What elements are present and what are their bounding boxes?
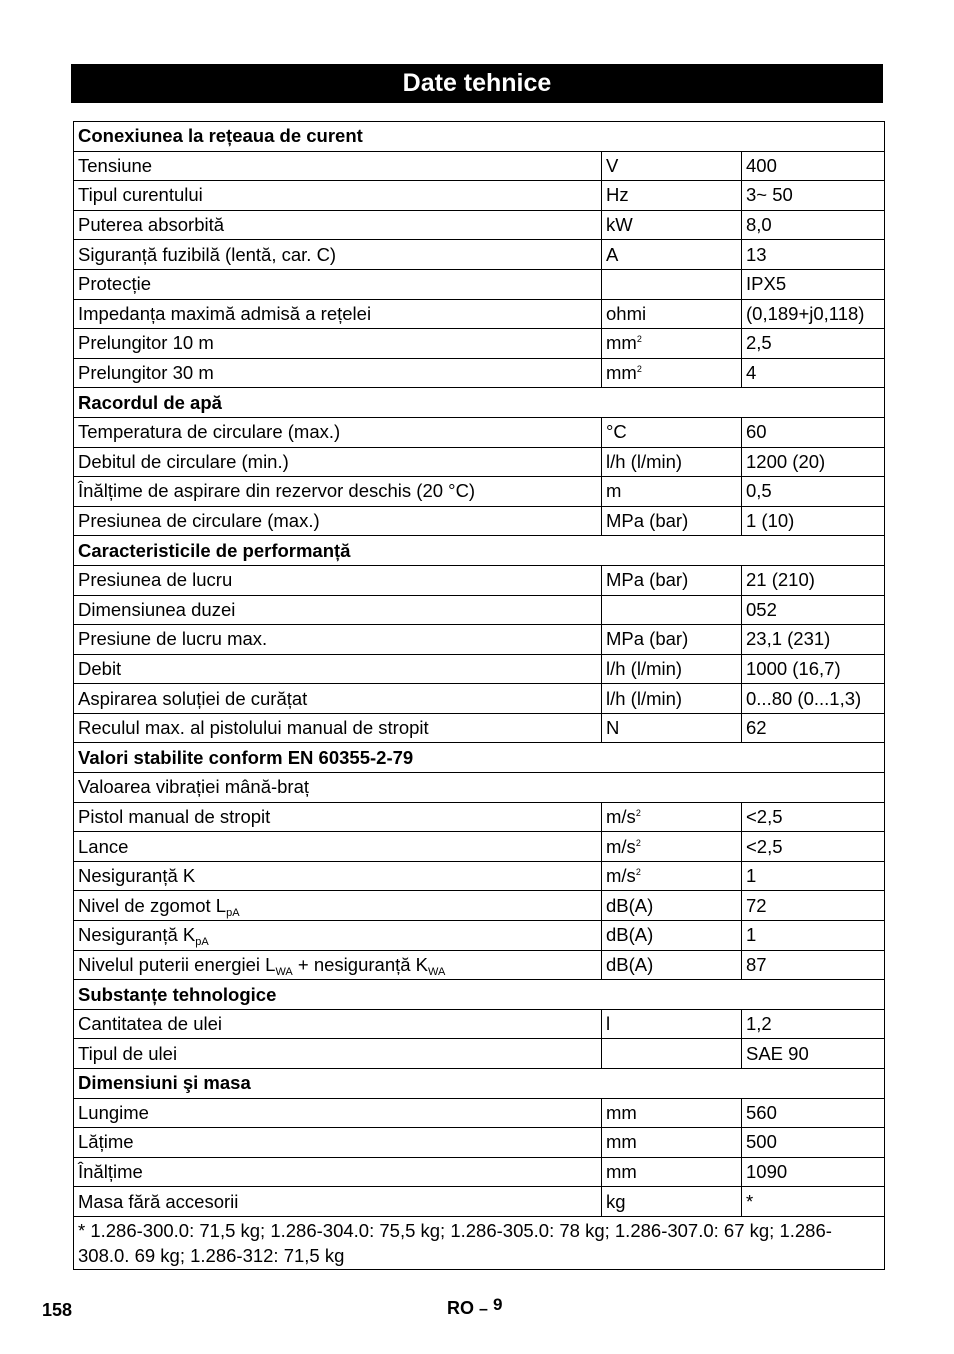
unit-cell — [602, 595, 742, 625]
value-cell: (0,189+j0,118) — [742, 299, 885, 329]
table-row — [74, 921, 885, 951]
unit-superscript: 2 — [636, 334, 642, 345]
value-cell: 1,2 — [742, 1009, 885, 1039]
label-text: Nivelul puterii energiei L — [78, 953, 276, 975]
unit-cell — [602, 713, 742, 743]
label-text: Nesiguranță K — [78, 865, 196, 887]
section-title: Dimensiuni şi masa — [74, 1069, 885, 1099]
value-cell: 560 — [742, 1098, 885, 1128]
section-title: Conexiunea la rețeaua de curent — [74, 122, 885, 152]
parameter-label — [74, 654, 602, 684]
page-language-marker — [447, 1295, 503, 1319]
label-text: Reculul max. al pistolului manual de stropit — [78, 717, 429, 739]
table-row — [74, 861, 885, 891]
unit-cell — [602, 1009, 742, 1039]
table-row — [74, 299, 885, 329]
parameter-label — [74, 1039, 602, 1069]
unit-cell — [602, 861, 742, 891]
value-cell: 4 — [742, 358, 885, 388]
unit-superscript: 2 — [635, 867, 641, 878]
unit-cell — [602, 329, 742, 359]
section-header-row — [74, 388, 885, 418]
unit-cell — [602, 921, 742, 951]
value-cell: IPX5 — [742, 269, 885, 299]
table-row — [74, 802, 885, 832]
technical-data-table — [73, 121, 885, 1270]
unit-cell — [602, 1157, 742, 1187]
unit-cell — [602, 565, 742, 595]
value-cell: 1 — [742, 861, 885, 891]
label-text: Lățime — [78, 1131, 134, 1153]
footnote-text: * 1.286-300.0: 71,5 kg; 1.286-304.0: 75,5 kg; 1.286-305.0: 78 kg; 1.286-307.0: 67 kg; 1.286-308.0. 69 kg; 1.286-312: 71,5 kg — [74, 1216, 885, 1269]
unit-text: dB(A) — [606, 953, 654, 975]
unit-text: Hz — [606, 184, 629, 206]
parameter-label — [74, 151, 602, 181]
unit-text: ohmi — [606, 302, 647, 324]
label-text: Dimensiunea duzei — [78, 598, 236, 620]
table-row — [74, 625, 885, 655]
label-text: Lance — [78, 835, 129, 857]
parameter-label — [74, 269, 602, 299]
parameter-label — [74, 1128, 602, 1158]
value-cell: 21 (210) — [742, 565, 885, 595]
parameter-label — [74, 1187, 602, 1217]
value-cell: 13 — [742, 240, 885, 270]
value-cell: 62 — [742, 713, 885, 743]
table-row — [74, 1098, 885, 1128]
footnote-row — [74, 1216, 885, 1269]
parameter-label — [74, 329, 602, 359]
unit-cell — [602, 506, 742, 536]
unit-cell — [602, 299, 742, 329]
parameter-label — [74, 210, 602, 240]
label-text: Cantitatea de ulei — [78, 1013, 222, 1035]
unit-text: kg — [606, 1190, 626, 1212]
section-title: Substanțe tehnologice — [74, 980, 885, 1010]
unit-cell — [602, 891, 742, 921]
label-text: Temperatura de circulare (max.) — [78, 421, 341, 443]
unit-text: l/h (l/min) — [606, 450, 683, 472]
section-header-row — [74, 980, 885, 1010]
parameter-label — [74, 595, 602, 625]
section-title: Caracteristicile de performanță — [74, 536, 885, 566]
value-cell: 052 — [742, 595, 885, 625]
unit-text: mm — [606, 1131, 637, 1153]
unit-superscript: 2 — [636, 364, 642, 375]
unit-text: kW — [606, 214, 633, 236]
unit-cell — [602, 832, 742, 862]
unit-cell — [602, 151, 742, 181]
value-cell: 0,5 — [742, 477, 885, 507]
value-cell: 87 — [742, 950, 885, 980]
unit-text: MPa (bar) — [606, 569, 689, 591]
label-text: Lungime — [78, 1101, 149, 1123]
unit-cell — [602, 1187, 742, 1217]
value-cell: 72 — [742, 891, 885, 921]
unit-text: V — [606, 154, 619, 176]
parameter-label — [74, 921, 602, 951]
table-row — [74, 1039, 885, 1069]
label-text: Debit — [78, 657, 122, 679]
unit-text: mm — [606, 1101, 637, 1123]
value-cell: 1090 — [742, 1157, 885, 1187]
unit-text: A — [606, 243, 619, 265]
label-text: Presiune de lucru max. — [78, 628, 268, 650]
parameter-label — [74, 713, 602, 743]
label-text: Nesiguranță K — [78, 924, 196, 946]
unit-superscript: 2 — [635, 837, 641, 848]
label-text: Înălțime de aspirare din rezervor deschis (20 °C) — [78, 480, 476, 502]
section-header-row — [74, 536, 885, 566]
unit-text: mm — [606, 332, 637, 354]
section-title: Racordul de apă — [74, 388, 885, 418]
label-text: Siguranță fuzibilă (lentă, car. C) — [78, 243, 337, 265]
unit-cell — [602, 684, 742, 714]
unit-text: dB(A) — [606, 924, 654, 946]
unit-text: m/s — [606, 835, 636, 857]
unit-text: mm — [606, 362, 637, 384]
section-title: Valori stabilite conform EN 60355-2-79 — [74, 743, 885, 773]
parameter-label — [74, 358, 602, 388]
subsection-row — [74, 773, 885, 803]
parameter-label — [74, 240, 602, 270]
section-header-row — [74, 122, 885, 152]
unit-cell — [602, 447, 742, 477]
table-row — [74, 210, 885, 240]
parameter-label — [74, 417, 602, 447]
table-row — [74, 269, 885, 299]
label-subscript: WA — [275, 965, 293, 978]
unit-cell — [602, 625, 742, 655]
value-cell: * — [742, 1187, 885, 1217]
value-cell: 23,1 (231) — [742, 625, 885, 655]
value-cell: 500 — [742, 1128, 885, 1158]
label-subscript: pA — [226, 906, 240, 919]
value-cell: 1200 (20) — [742, 447, 885, 477]
table-row — [74, 1157, 885, 1187]
unit-cell — [602, 477, 742, 507]
table-row — [74, 240, 885, 270]
table-row — [74, 950, 885, 980]
table-row — [74, 1128, 885, 1158]
unit-cell — [602, 654, 742, 684]
parameter-label — [74, 506, 602, 536]
unit-text: mm — [606, 1161, 637, 1183]
label-text: Tensiune — [78, 154, 153, 176]
unit-text: m — [606, 480, 622, 502]
label-subscript: WA — [428, 965, 446, 978]
parameter-label — [74, 832, 602, 862]
parameter-label — [74, 181, 602, 211]
table-row — [74, 447, 885, 477]
label-text: Pistol manual de stropit — [78, 805, 271, 827]
table-row — [74, 151, 885, 181]
parameter-label — [74, 299, 602, 329]
unit-text: N — [606, 717, 620, 739]
value-cell: 3~ 50 — [742, 181, 885, 211]
label-text: Prelungitor 30 m — [78, 362, 214, 384]
section-header-row — [74, 743, 885, 773]
table-row — [74, 506, 885, 536]
unit-cell — [602, 181, 742, 211]
unit-cell — [602, 240, 742, 270]
unit-cell — [602, 210, 742, 240]
label-text: Presiunea de lucru — [78, 569, 233, 591]
page-title: Date tehnice — [71, 64, 883, 103]
unit-cell — [602, 1039, 742, 1069]
value-cell: 2,5 — [742, 329, 885, 359]
subsection-title: Valoarea vibrației mână-braț — [74, 773, 885, 803]
parameter-label — [74, 891, 602, 921]
table-row — [74, 181, 885, 211]
table-row — [74, 358, 885, 388]
unit-text: MPa (bar) — [606, 628, 689, 650]
parameter-label — [74, 447, 602, 477]
parameter-label — [74, 950, 602, 980]
unit-cell — [602, 1128, 742, 1158]
label-text: Tipul curentului — [78, 184, 203, 206]
label-text: Prelungitor 10 m — [78, 332, 214, 354]
table-row — [74, 1009, 885, 1039]
value-cell: 60 — [742, 417, 885, 447]
table-row — [74, 654, 885, 684]
label-text: Tipul de ulei — [78, 1042, 178, 1064]
unit-cell — [602, 950, 742, 980]
table-body — [74, 122, 885, 1270]
table-row — [74, 713, 885, 743]
value-cell: <2,5 — [742, 802, 885, 832]
table-row — [74, 595, 885, 625]
unit-cell — [602, 1098, 742, 1128]
value-cell: 1 (10) — [742, 506, 885, 536]
table-row — [74, 891, 885, 921]
table-row — [74, 565, 885, 595]
language-dash: – — [479, 1301, 488, 1318]
unit-cell — [602, 802, 742, 832]
section-header-row — [74, 1069, 885, 1099]
label-text: Presiunea de circulare (max.) — [78, 510, 320, 532]
parameter-label — [74, 802, 602, 832]
parameter-label — [74, 861, 602, 891]
label-text: Masa fără accesorii — [78, 1190, 239, 1212]
label-text: Nivel de zgomot L — [78, 894, 227, 916]
label-text-continued: + nesiguranță K — [292, 953, 429, 975]
table-row — [74, 684, 885, 714]
unit-cell — [602, 417, 742, 447]
value-cell: 8,0 — [742, 210, 885, 240]
unit-text: dB(A) — [606, 894, 654, 916]
language-page-number: 9 — [492, 1295, 503, 1314]
parameter-label — [74, 625, 602, 655]
unit-text: l/h (l/min) — [606, 657, 683, 679]
label-text: Înălțime — [78, 1161, 143, 1183]
value-cell: SAE 90 — [742, 1039, 885, 1069]
page-number: 158 — [42, 1300, 73, 1320]
parameter-label — [74, 1157, 602, 1187]
unit-cell — [602, 269, 742, 299]
value-cell: 1 — [742, 921, 885, 951]
table-row — [74, 329, 885, 359]
unit-text: l — [606, 1013, 611, 1035]
unit-text: °C — [606, 421, 627, 443]
value-cell: <2,5 — [742, 832, 885, 862]
unit-text: m/s — [606, 865, 636, 887]
label-text: Puterea absorbită — [78, 214, 225, 236]
parameter-label — [74, 684, 602, 714]
language-code: RO — [447, 1298, 474, 1318]
table-row — [74, 1187, 885, 1217]
unit-superscript: 2 — [635, 807, 641, 818]
unit-text: MPa (bar) — [606, 510, 689, 532]
unit-cell — [602, 358, 742, 388]
label-text: Debitul de circulare (min.) — [78, 450, 289, 472]
value-cell: 400 — [742, 151, 885, 181]
parameter-label — [74, 1098, 602, 1128]
parameter-label — [74, 477, 602, 507]
table-row — [74, 477, 885, 507]
parameter-label — [74, 1009, 602, 1039]
label-text: Aspirarea soluției de curățat — [78, 687, 308, 709]
label-text: Protecție — [78, 273, 152, 295]
value-cell: 0...80 (0...1,3) — [742, 684, 885, 714]
value-cell: 1000 (16,7) — [742, 654, 885, 684]
parameter-label — [74, 565, 602, 595]
label-subscript: pA — [195, 936, 209, 949]
table-row — [74, 417, 885, 447]
unit-text: l/h (l/min) — [606, 687, 683, 709]
label-text: Impedanța maximă admisă a rețelei — [78, 302, 372, 324]
unit-text: m/s — [606, 805, 636, 827]
table-row — [74, 832, 885, 862]
